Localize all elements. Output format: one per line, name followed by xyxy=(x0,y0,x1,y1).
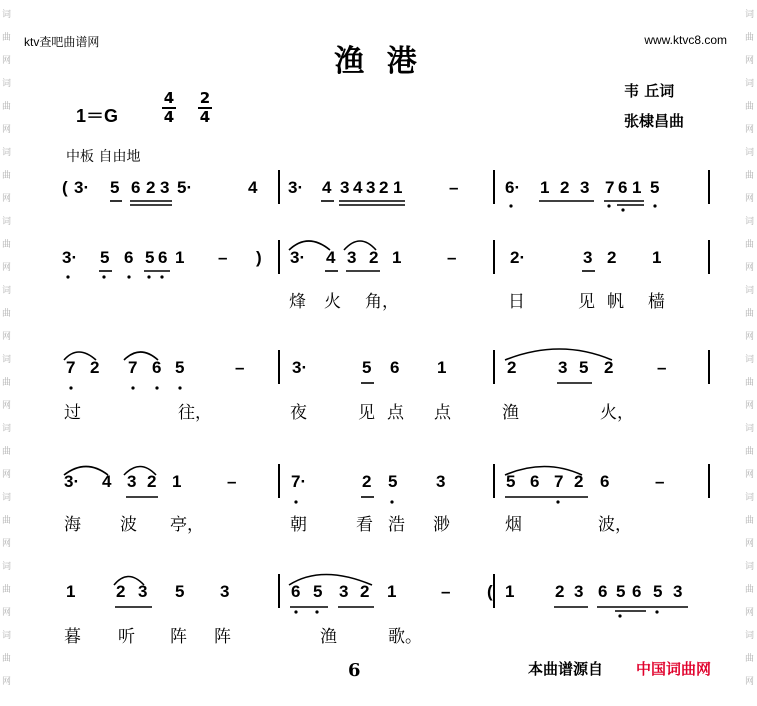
lyric: 火 xyxy=(324,292,341,312)
note: 2 xyxy=(116,582,126,601)
note: 3 xyxy=(574,582,584,601)
slur xyxy=(64,352,96,360)
note: 3 xyxy=(160,178,170,197)
note: 5 xyxy=(650,178,660,197)
note: 1 xyxy=(652,248,662,267)
side-watermark-char: 网 xyxy=(2,194,12,204)
side-watermark-char: 曲 xyxy=(745,171,755,181)
note: 6 xyxy=(618,178,628,197)
side-watermark-char: 词 xyxy=(2,493,12,503)
octave-dot xyxy=(147,275,150,278)
slur xyxy=(124,352,158,360)
note: 4 xyxy=(326,248,336,267)
note: 1 xyxy=(392,248,402,267)
note: 5 xyxy=(313,582,323,601)
octave-dot xyxy=(178,386,181,389)
note: 5 xyxy=(110,178,120,197)
note: 7 xyxy=(554,472,564,491)
lyric: 点 xyxy=(387,403,404,423)
side-watermark-char: 词 xyxy=(745,493,755,503)
note: 3· xyxy=(64,472,80,491)
side-watermark-char: 词 xyxy=(745,424,755,434)
note: 1 xyxy=(175,248,185,267)
octave-dot xyxy=(294,500,297,503)
side-watermark-char: 词 xyxy=(2,424,12,434)
tempo-marking: 中板 自由地 xyxy=(66,149,141,165)
lyric: 角， xyxy=(365,292,399,312)
side-watermark-char: 网 xyxy=(2,125,12,135)
octave-dot xyxy=(294,610,297,613)
side-watermark-char: 曲 xyxy=(2,171,12,181)
side-watermark-char: 曲 xyxy=(745,309,755,319)
note: 3· xyxy=(292,358,308,377)
lyric: 歌。 xyxy=(388,627,422,647)
side-watermark-char: 曲 xyxy=(745,102,755,112)
note: 1 xyxy=(540,178,550,197)
lyric: 朝 xyxy=(290,515,307,535)
note: 5 xyxy=(653,582,663,601)
note: – xyxy=(657,358,667,377)
note: 5 xyxy=(175,582,185,601)
note: 2 xyxy=(146,178,156,197)
side-watermark-char: 网 xyxy=(745,470,755,480)
note: 7 xyxy=(128,358,138,377)
slur xyxy=(505,467,582,476)
side-watermark-char: 网 xyxy=(745,677,755,687)
note: 3 xyxy=(220,582,230,601)
slur xyxy=(124,467,156,476)
note: 4 xyxy=(322,178,332,197)
note: – xyxy=(227,472,237,491)
note: 5 xyxy=(175,358,185,377)
song-title: 渔 港 xyxy=(334,44,423,79)
octave-dot xyxy=(102,275,105,278)
side-watermark-char: 网 xyxy=(2,263,12,273)
note: 3 xyxy=(366,178,376,197)
lyric: 波 xyxy=(120,515,137,535)
side-watermark-char: 网 xyxy=(2,332,12,342)
lyric: 暮 xyxy=(64,627,81,647)
side-watermark-char: 词 xyxy=(745,148,755,158)
side-watermark-char: 曲 xyxy=(2,585,12,595)
side-watermark-char: 词 xyxy=(745,286,755,296)
side-watermark-char: 网 xyxy=(745,56,755,66)
lyric: 见 xyxy=(578,292,595,312)
side-watermark-char: 词 xyxy=(745,562,755,572)
side-watermark-char: 曲 xyxy=(745,447,755,457)
side-watermark-char: 词 xyxy=(2,562,12,572)
note: 5 xyxy=(145,248,155,267)
side-watermark-char: 网 xyxy=(2,470,12,480)
note: 2 xyxy=(360,582,370,601)
octave-dot xyxy=(69,386,72,389)
note: 3 xyxy=(347,248,357,267)
note: ( xyxy=(487,582,493,601)
octave-dot xyxy=(315,610,318,613)
lyricist-credit: 韦 丘词 xyxy=(624,82,675,100)
time-signature-4-4: 4 4 xyxy=(163,89,175,126)
side-watermark-char: 网 xyxy=(745,194,755,204)
side-watermark-char: 词 xyxy=(2,10,12,20)
note: 1 xyxy=(66,582,76,601)
side-watermark-char: 网 xyxy=(2,401,12,411)
watermark-right: www.ktvc8.com xyxy=(644,33,727,47)
lyric: 浩 xyxy=(388,515,405,535)
note: 5 xyxy=(100,248,110,267)
side-watermark-char: 曲 xyxy=(2,309,12,319)
side-watermark-char: 网 xyxy=(745,608,755,618)
note: 2 xyxy=(560,178,570,197)
octave-dot xyxy=(621,208,624,211)
lyric: 点 xyxy=(434,403,451,423)
side-watermark-char: 网 xyxy=(745,401,755,411)
lyric: 看 xyxy=(356,515,373,535)
lyric: 听 xyxy=(118,627,135,647)
note: 1 xyxy=(437,358,447,377)
note: 3· xyxy=(288,178,304,197)
note: 3 xyxy=(673,582,683,601)
octave-dot xyxy=(160,275,163,278)
note: 4 xyxy=(102,472,112,491)
note: 6 xyxy=(600,472,610,491)
note: 3· xyxy=(74,178,90,197)
note: 2 xyxy=(507,358,517,377)
note: 2 xyxy=(147,472,157,491)
side-watermark-char: 网 xyxy=(745,125,755,135)
lyric: 帆 xyxy=(607,292,624,312)
side-watermark-char: 网 xyxy=(2,56,12,66)
lyric: 见 xyxy=(358,403,375,423)
octave-dot xyxy=(509,204,512,207)
slur xyxy=(114,577,144,586)
side-watermark-char: 曲 xyxy=(2,447,12,457)
side-watermark-char: 曲 xyxy=(745,654,755,664)
note: 6 xyxy=(124,248,134,267)
note: – xyxy=(235,358,245,377)
note: 2 xyxy=(369,248,379,267)
note: 5 xyxy=(506,472,516,491)
slur xyxy=(64,467,108,476)
note: 3 xyxy=(339,582,349,601)
lyric: 往， xyxy=(178,403,212,423)
note: 6 xyxy=(632,582,642,601)
note: 2 xyxy=(607,248,617,267)
slur xyxy=(505,349,612,360)
octave-dot xyxy=(66,275,69,278)
lyric: 渔 xyxy=(320,627,337,647)
note: 7· xyxy=(291,472,307,491)
watermark-left: ktv查吧曲谱网 xyxy=(24,35,100,49)
note: 2 xyxy=(555,582,565,601)
note: 3 xyxy=(138,582,148,601)
lyric: 日 xyxy=(508,292,525,312)
note: 6 xyxy=(598,582,608,601)
octave-dot xyxy=(655,610,658,613)
side-watermark-char: 曲 xyxy=(2,102,12,112)
note: 3· xyxy=(290,248,306,267)
side-watermark-char: 词 xyxy=(745,631,755,641)
lyric: 波， xyxy=(598,515,632,535)
note: 5 xyxy=(388,472,398,491)
note: 2 xyxy=(90,358,100,377)
note: – xyxy=(655,472,665,491)
footer-brand: 中国词曲网 xyxy=(636,660,712,678)
side-watermark-char: 词 xyxy=(2,79,12,89)
note: 7 xyxy=(66,358,76,377)
note: 6 xyxy=(530,472,540,491)
note: 1 xyxy=(393,178,403,197)
octave-dot xyxy=(653,204,656,207)
slur xyxy=(289,241,330,250)
octave-dot xyxy=(556,500,559,503)
note: 1 xyxy=(505,582,515,601)
note: 3 xyxy=(558,358,568,377)
side-watermark-char: 曲 xyxy=(2,33,12,43)
side-watermark-char: 词 xyxy=(745,79,755,89)
note: 5 xyxy=(362,358,372,377)
note: 3 xyxy=(580,178,590,197)
note: 1 xyxy=(387,582,397,601)
side-watermark-char: 曲 xyxy=(745,516,755,526)
note: 6 xyxy=(158,248,168,267)
note: 4 xyxy=(353,178,363,197)
lyric: 过 xyxy=(64,403,81,423)
side-watermark-char: 曲 xyxy=(2,516,12,526)
octave-dot xyxy=(607,204,610,207)
octave-dot xyxy=(155,386,158,389)
octave-dot xyxy=(127,275,130,278)
octave-dot xyxy=(618,614,621,617)
side-watermark-char: 曲 xyxy=(745,33,755,43)
note: 2 xyxy=(574,472,584,491)
octave-dot xyxy=(390,500,393,503)
side-watermark-char: 曲 xyxy=(2,378,12,388)
lyric: 樯 xyxy=(648,292,665,312)
note: 5 xyxy=(616,582,626,601)
note: ( xyxy=(62,178,68,197)
slur xyxy=(344,241,376,250)
note: 1 xyxy=(172,472,182,491)
note: 6 xyxy=(291,582,301,601)
side-watermark-char: 词 xyxy=(2,148,12,158)
note: 3 xyxy=(583,248,593,267)
side-watermark-char: 曲 xyxy=(2,654,12,664)
side-watermark-char: 曲 xyxy=(745,585,755,595)
side-watermark-char: 曲 xyxy=(745,240,755,250)
side-watermark-char: 网 xyxy=(745,539,755,549)
note: 3 xyxy=(340,178,350,197)
side-watermark-char: 网 xyxy=(745,332,755,342)
note: – xyxy=(447,248,457,267)
side-watermark-char: 词 xyxy=(745,10,755,20)
lyric: 亭， xyxy=(170,515,204,535)
note: 2 xyxy=(362,472,372,491)
note: 1 xyxy=(632,178,642,197)
side-watermark-char: 词 xyxy=(745,217,755,227)
note: 3 xyxy=(127,472,137,491)
side-watermark-char: 曲 xyxy=(2,240,12,250)
lyric: 烽 xyxy=(289,292,306,312)
lyric: 阵 xyxy=(214,627,231,647)
page-number: 6 xyxy=(348,660,361,681)
side-watermark-char: 词 xyxy=(745,355,755,365)
note: 5· xyxy=(177,178,193,197)
lyric: 夜 xyxy=(290,403,307,423)
note: 3 xyxy=(436,472,446,491)
lyric: 渺 xyxy=(433,515,450,535)
note: ) xyxy=(256,248,262,267)
side-watermark-char: 词 xyxy=(2,286,12,296)
footer-source: 本曲谱源自 xyxy=(528,660,604,678)
side-watermark-char: 网 xyxy=(745,263,755,273)
composer-credit: 张棣昌曲 xyxy=(624,112,685,130)
note: 7 xyxy=(605,178,615,197)
note: – xyxy=(441,582,451,601)
note: 6 xyxy=(131,178,141,197)
note: – xyxy=(449,178,459,197)
lyric: 阵 xyxy=(170,627,187,647)
note: – xyxy=(218,248,228,267)
lyric: 火， xyxy=(600,403,634,423)
note: 4 xyxy=(248,178,258,197)
note: 5 xyxy=(579,358,589,377)
note: 6 xyxy=(390,358,400,377)
lyric: 海 xyxy=(64,515,81,535)
side-watermark-char: 网 xyxy=(2,608,12,618)
key-signature: 1＝G xyxy=(76,106,119,126)
note: 2 xyxy=(379,178,389,197)
octave-dot xyxy=(131,386,134,389)
note: 2· xyxy=(510,248,526,267)
side-watermark-char: 词 xyxy=(2,631,12,641)
slur xyxy=(289,575,372,586)
side-watermark-char: 网 xyxy=(2,539,12,549)
note: 2 xyxy=(604,358,614,377)
side-watermark-char: 词 xyxy=(2,355,12,365)
side-watermark-char: 词 xyxy=(2,217,12,227)
note: 6· xyxy=(505,178,521,197)
note: 3· xyxy=(62,248,78,267)
side-watermark-char: 曲 xyxy=(745,378,755,388)
time-signature-2-4: 2 4 xyxy=(199,89,211,126)
note: 6 xyxy=(152,358,162,377)
lyric: 渔 xyxy=(502,403,519,423)
lyric: 烟 xyxy=(505,515,522,535)
side-watermark-char: 网 xyxy=(2,677,12,687)
